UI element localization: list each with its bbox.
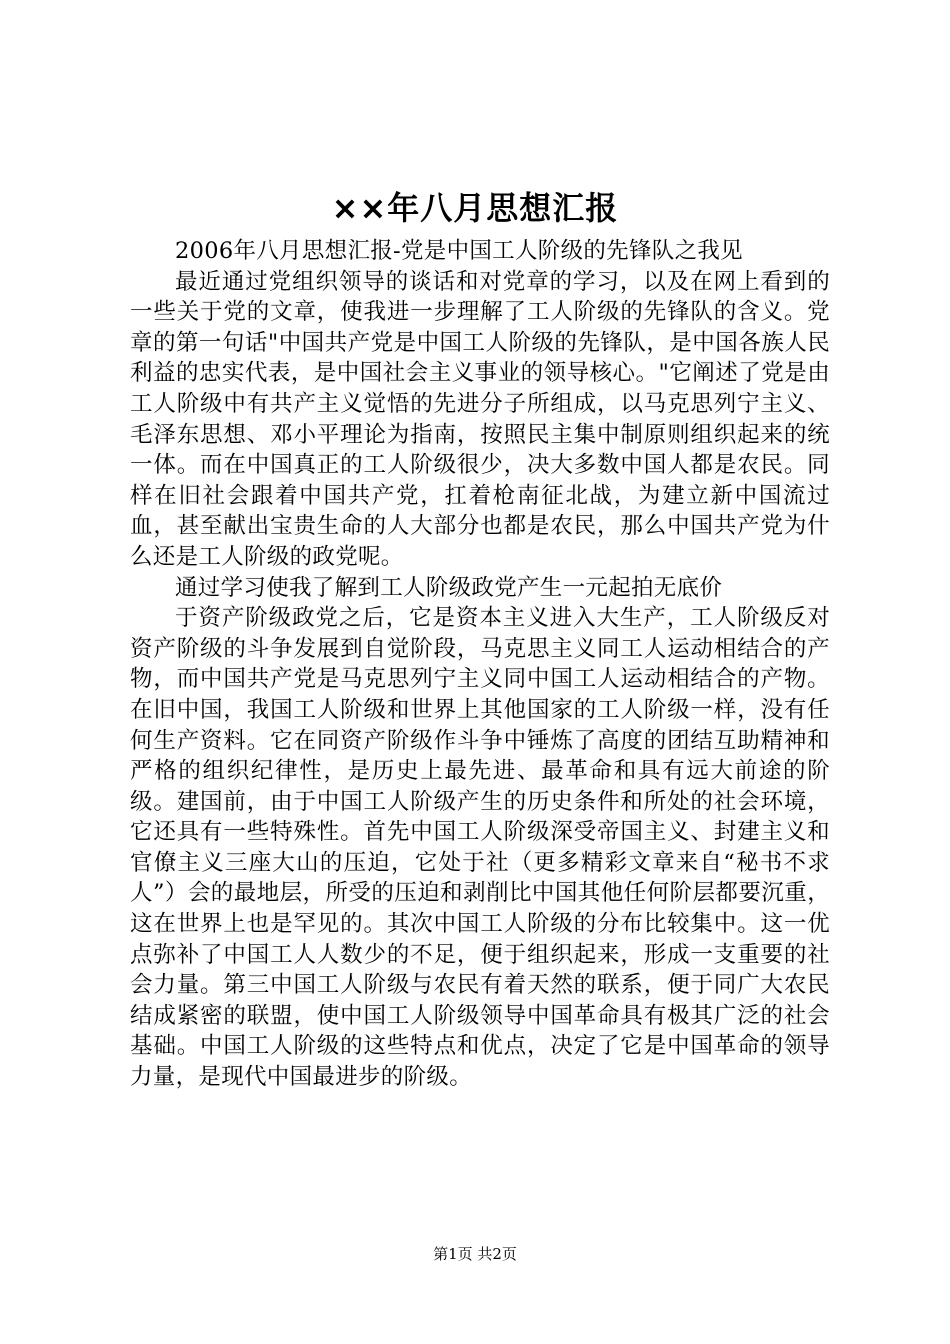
document-subtitle: 2006年八月思想汇报-党是中国工人阶级的先锋队之我见 <box>175 238 743 264</box>
page-number-footer: 第1页 共2页 <box>433 1245 517 1263</box>
document-title: ××年八月思想汇报 <box>331 189 619 227</box>
body-paragraph-2: 通过学习使我了解到工人阶级政党产生一元起拍无底价 <box>175 574 723 601</box>
body-paragraph-3: 于资产阶级政党之后，它是资本主义进入大生产，工人阶级反对资产阶级的斗争发展到自觉阶段，马克思主义同工人运动相结合的产物，而中国共产党是马克思列宁主义同中国工人运动相结合的产物。在旧中国，我国工人阶级和世界上其他国家的工人阶级一样，没有任何生产资料。它在同资产阶级作斗争中锤炼了高度的团结互助精神和严格的组织纪律性，是历史上最先进、最革命和具有远大前途的阶级。建国前，由于中国工人阶级产生的历史条件和所处的社会环境，它还具有一些特殊性。首先中国工人阶级深受帝国主义、封建主义和官僚主义三座大山的压迫，它处于社（更多精彩文章来自“秘书不求人”）会的最地层，所受的压迫和剥削比中国其他任何阶层都要沉重，这在世界上也是罕见的。其次中国工人阶级的分布比较集中。这一优点弥补了中国工人人数少的不足，便于组织起来，形成一支重要的社会力量。第三中国工人阶级与农民有着天然的联系，便于同广大农民结成紧密的联盟，使中国工人阶级领导中国革命具有极其广泛的社会基础。中国工人阶级的这些特点和优点，决定了它是中国革命的领导力量，是现代中国最进步的阶级。 <box>130 605 830 1091</box>
body-paragraph-1: 最近通过党组织领导的谈话和对党章的学习，以及在网上看到的一些关于党的文章，使我进一步理解了工人阶级的先锋队的含义。党章的第一句话"中国共产党是中国工人阶级的先锋队，是中国各族人民利益的忠实代表，是中国社会主义事业的领导核心。"它阐述了党是由工人阶级中有共产主义觉悟的先进分子所组成，以马克思列宁主义、毛泽东思想、邓小平理论为指南，按照民主集中制原则组织起来的统一体。而在中国真正的工人阶级很少，决大多数中国人都是农民。同样在旧社会跟着中国共产党，扛着枪南征北战，为建立新中国流过血，甚至献出宝贵生命的人大部分也都是农民，那么中国共产党为什么还是工人阶级的政党呢。 <box>130 268 830 570</box>
document-body <box>130 236 830 1093</box>
